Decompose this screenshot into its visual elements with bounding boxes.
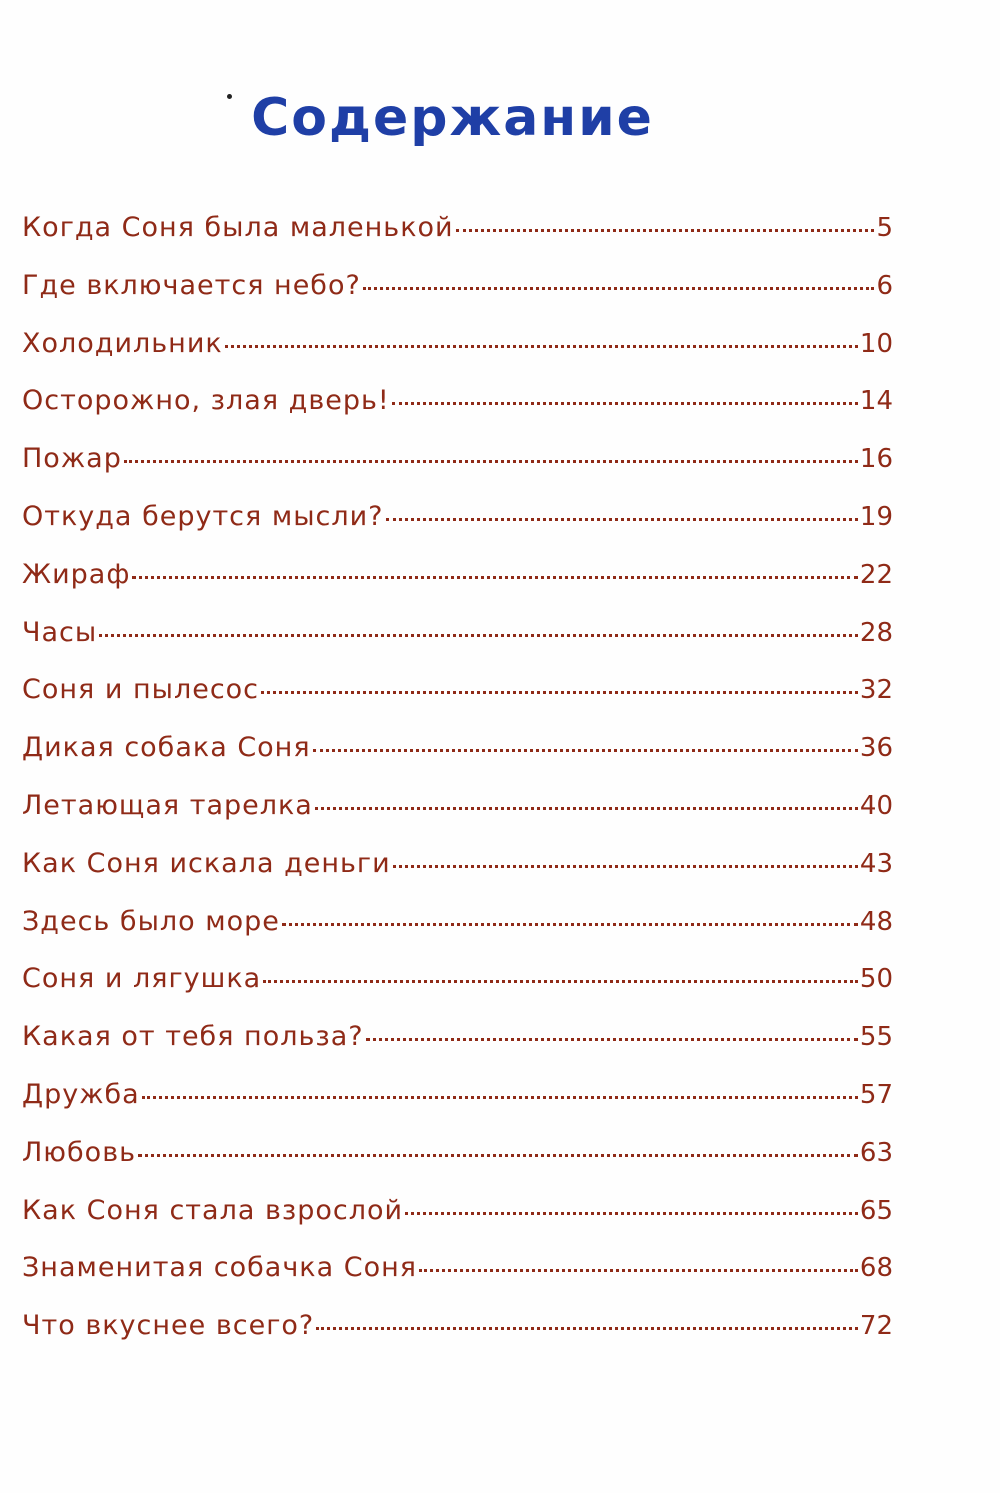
toc-entry-title: Здесь было море bbox=[22, 905, 280, 937]
toc-entry-page-number: 10 bbox=[859, 328, 893, 359]
toc-entry[interactable] bbox=[22, 443, 893, 501]
toc-entry-page-number: 65 bbox=[859, 1195, 893, 1226]
dot-leader bbox=[313, 749, 858, 752]
toc-entry[interactable] bbox=[22, 559, 893, 617]
toc-entry-page-number: 55 bbox=[859, 1022, 893, 1053]
toc-entry-title: Откуда берутся мысли? bbox=[22, 500, 384, 532]
dot-leader bbox=[225, 345, 858, 348]
toc-entry-page-number: 28 bbox=[859, 617, 893, 648]
toc-entry[interactable] bbox=[22, 790, 893, 848]
dot-leader bbox=[99, 634, 858, 637]
toc-entry[interactable] bbox=[22, 963, 893, 1021]
dot-leader bbox=[282, 923, 858, 926]
dot-leader bbox=[316, 1327, 858, 1330]
toc-entry-title: Как Соня искала деньги bbox=[22, 847, 391, 879]
dot-leader bbox=[392, 402, 858, 405]
toc-entry-page-number: 32 bbox=[859, 675, 893, 706]
toc-entry-title: Дружба bbox=[22, 1078, 140, 1110]
toc-entry[interactable] bbox=[22, 1195, 893, 1253]
toc-entry-page-number: 6 bbox=[876, 270, 893, 301]
toc-entry-title: Осторожно, злая дверь! bbox=[22, 385, 390, 417]
table-of-contents bbox=[22, 212, 893, 1368]
toc-entry-title: Как Соня стала взрослой bbox=[22, 1194, 404, 1226]
dot-leader bbox=[263, 980, 858, 983]
toc-entry-page-number: 72 bbox=[859, 1311, 893, 1342]
toc-entry[interactable] bbox=[22, 212, 893, 270]
dot-leader bbox=[386, 518, 858, 521]
toc-entry-title: Пожар bbox=[22, 443, 122, 475]
dot-leader bbox=[419, 1269, 858, 1272]
toc-entry-title: Жираф bbox=[22, 558, 131, 590]
toc-entry[interactable] bbox=[22, 848, 893, 906]
toc-entry-page-number: 63 bbox=[859, 1137, 893, 1168]
dot-leader bbox=[363, 287, 875, 290]
page-title: Содержание bbox=[251, 88, 654, 148]
dot-leader bbox=[315, 807, 858, 810]
toc-entry-page-number: 50 bbox=[859, 964, 893, 995]
toc-entry[interactable] bbox=[22, 906, 893, 964]
toc-entry[interactable] bbox=[22, 1310, 893, 1368]
toc-entry[interactable] bbox=[22, 385, 893, 443]
toc-entry[interactable] bbox=[22, 1137, 893, 1195]
dot-leader bbox=[124, 460, 858, 463]
toc-entry[interactable] bbox=[22, 270, 893, 328]
toc-entry[interactable] bbox=[22, 328, 893, 386]
toc-entry-title: Соня и пылесос bbox=[22, 674, 260, 706]
toc-entry-page-number: 43 bbox=[859, 848, 893, 879]
toc-entry-title: Любовь bbox=[22, 1136, 137, 1168]
toc-entry-page-number: 16 bbox=[859, 444, 893, 475]
dot-leader bbox=[138, 1154, 858, 1157]
toc-entry[interactable] bbox=[22, 674, 893, 732]
toc-entry-title: Часы bbox=[22, 616, 98, 648]
toc-entry[interactable] bbox=[22, 1079, 893, 1137]
toc-entry-title: Соня и лягушка bbox=[22, 963, 262, 995]
toc-entry-page-number: 5 bbox=[876, 213, 893, 243]
toc-entry-title: Дикая собака Соня bbox=[22, 732, 311, 764]
toc-entry-page-number: 36 bbox=[859, 733, 893, 764]
toc-entry-page-number: 19 bbox=[859, 501, 893, 532]
toc-entry[interactable] bbox=[22, 1021, 893, 1079]
dot-leader bbox=[405, 1212, 858, 1215]
toc-entry[interactable] bbox=[22, 1252, 893, 1310]
dot-leader bbox=[261, 691, 858, 694]
dot-leader bbox=[393, 865, 858, 868]
toc-entry-page-number: 68 bbox=[859, 1253, 893, 1284]
toc-entry-title: Какая от тебя польза? bbox=[22, 1021, 364, 1053]
toc-entry[interactable] bbox=[22, 501, 893, 559]
dot-leader bbox=[366, 1038, 858, 1041]
toc-entry-page-number: 40 bbox=[859, 790, 893, 821]
dot-leader bbox=[456, 229, 875, 232]
toc-entry-page-number: 22 bbox=[859, 559, 893, 590]
toc-entry-title: Что вкуснее всего? bbox=[22, 1310, 315, 1342]
dot-leader bbox=[142, 1096, 858, 1099]
toc-entry-title: Где включается небо? bbox=[22, 269, 361, 301]
toc-entry-title: Летающая тарелка bbox=[22, 789, 313, 821]
toc-entry-title: Когда Соня была маленькой bbox=[22, 212, 454, 243]
toc-entry-page-number: 14 bbox=[859, 386, 893, 417]
dot-leader bbox=[132, 576, 858, 579]
toc-entry-page-number: 57 bbox=[859, 1079, 893, 1110]
toc-entry[interactable] bbox=[22, 617, 893, 675]
toc-entry[interactable] bbox=[22, 732, 893, 790]
toc-entry-page-number: 48 bbox=[859, 906, 893, 937]
toc-entry-title: Холодильник bbox=[22, 327, 223, 359]
toc-entry-title: Знаменитая собачка Соня bbox=[22, 1252, 418, 1284]
